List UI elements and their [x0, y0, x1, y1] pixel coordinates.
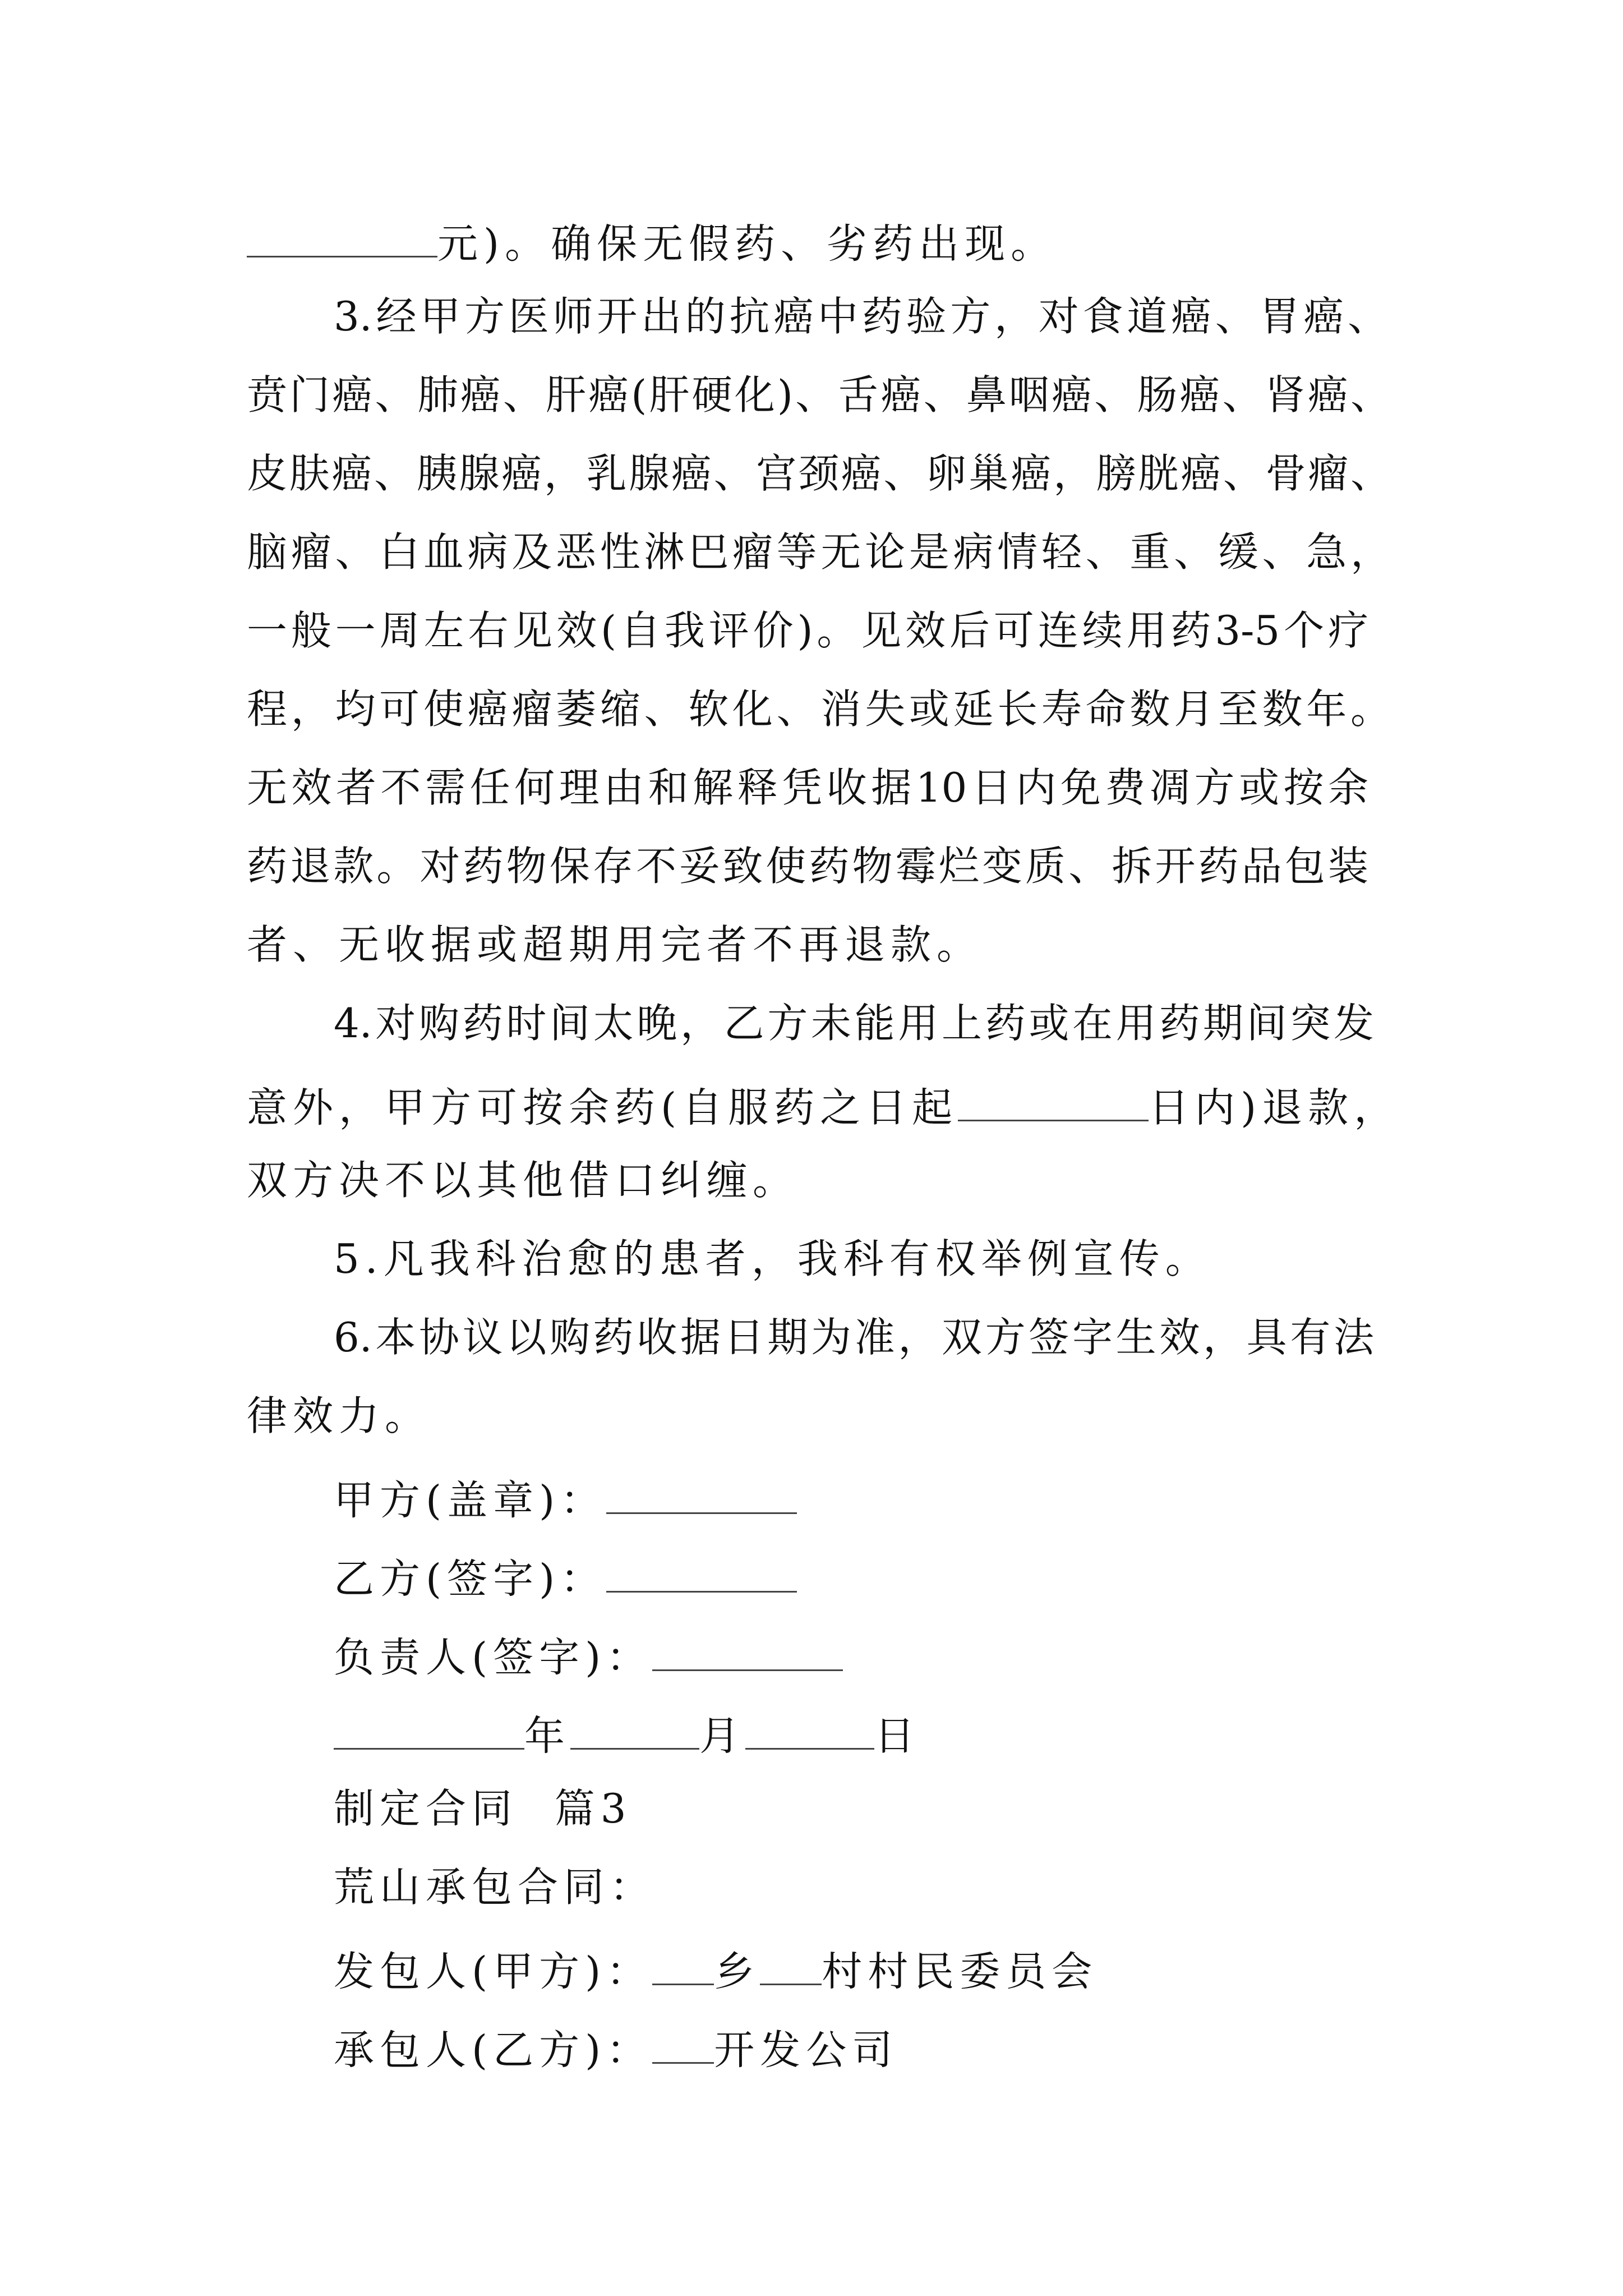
para6-line-2: 律效力。 [247, 1392, 431, 1439]
signature-party-b [334, 1553, 797, 1603]
para4-line-1: 4.对购药时间太晚，乙方未能用上药或在用药期间突发 [334, 1000, 1374, 1047]
signature-party-a-label: 甲方(盖章)： [334, 1476, 607, 1524]
para3-line-1: 3.经甲方医师开出的抗癌中药验方，对食道癌、胃癌、 [334, 293, 1388, 340]
para1-tail-text: 元)。确保无假药、劣药出现。 [437, 220, 1057, 268]
signature-responsible [334, 1631, 843, 1681]
blank-underline [247, 218, 437, 257]
party-b-label: 承包人(乙方)： [334, 2026, 653, 2074]
para3-line-2: 贲门癌、肺癌、肝癌(肝硬化)、舌癌、鼻咽癌、肠癌、肾癌、 [247, 371, 1391, 418]
para4-line2-text-a: 意外，甲方可按余药(自服药之日起 [247, 1084, 958, 1131]
para5-line: 5.凡我科治愈的患者，我科有权举例宣传。 [334, 1235, 1211, 1282]
date-line [334, 1710, 921, 1760]
para3-line-8: 药退款。对药物保存不妥致使药物霉烂变质、拆开药品包装 [247, 843, 1368, 890]
signature-blank [606, 1474, 797, 1514]
para3-line-4: 脑瘤、白血病及恶性淋巴瘤等无论是病情轻、重、缓、急， [247, 528, 1391, 576]
day-blank [745, 1710, 874, 1750]
month-label: 月 [699, 1712, 746, 1760]
party-b-line [334, 2024, 898, 2074]
township-blank [652, 1945, 714, 1985]
signature-party-b-label: 乙方(签字)： [334, 1555, 607, 1603]
para1-tail-line [247, 218, 1057, 268]
blank-underline [958, 1082, 1149, 1121]
village-blank [760, 1945, 822, 1985]
signature-responsible-label: 负责人(签字)： [334, 1634, 653, 1681]
party-b-company: 开发公司 [714, 2026, 898, 2074]
company-blank [652, 2024, 714, 2064]
party-a-township: 乡 [714, 1948, 760, 1995]
para3-line-5: 一般一周左右见效(自我评价)。见效后可连续用药3-5个疗 [247, 607, 1368, 654]
year-blank [334, 1710, 524, 1750]
party-a-committee: 村村民委员会 [822, 1948, 1098, 1995]
day-label: 日 [874, 1712, 921, 1760]
signature-party-a [334, 1474, 797, 1524]
para3-line-3: 皮肤癌、胰腺癌，乳腺癌、宫颈癌、卵巢癌，膀胱癌、骨瘤、 [247, 450, 1391, 497]
para4-line-2 [247, 1082, 1400, 1131]
signature-blank [606, 1553, 797, 1593]
para3-line-9: 者、无收据或超期用完者不再退款。 [247, 921, 983, 968]
para3-line-7: 无效者不需任何理由和解释凭收据10日内免费凋方或按余 [247, 764, 1368, 811]
section-title: 制定合同 篇3 [334, 1785, 632, 1832]
para4-line-3: 双方决不以其他借口纠缠。 [247, 1157, 799, 1204]
party-a-label: 发包人(甲方)： [334, 1948, 653, 1995]
year-label: 年 [524, 1712, 571, 1760]
signature-blank [652, 1631, 843, 1671]
month-blank [570, 1710, 699, 1750]
party-a-line [334, 1945, 1098, 1995]
para3-line-6: 程，均可使癌瘤萎缩、软化、消失或延长寿命数月至数年。 [247, 685, 1391, 733]
contract-title: 荒山承包合同： [334, 1864, 656, 1911]
para6-line-1: 6.本协议以购药收据日期为准，双方签字生效，具有法 [334, 1314, 1374, 1361]
para4-line2-text-b: 日内)退款， [1149, 1084, 1400, 1131]
